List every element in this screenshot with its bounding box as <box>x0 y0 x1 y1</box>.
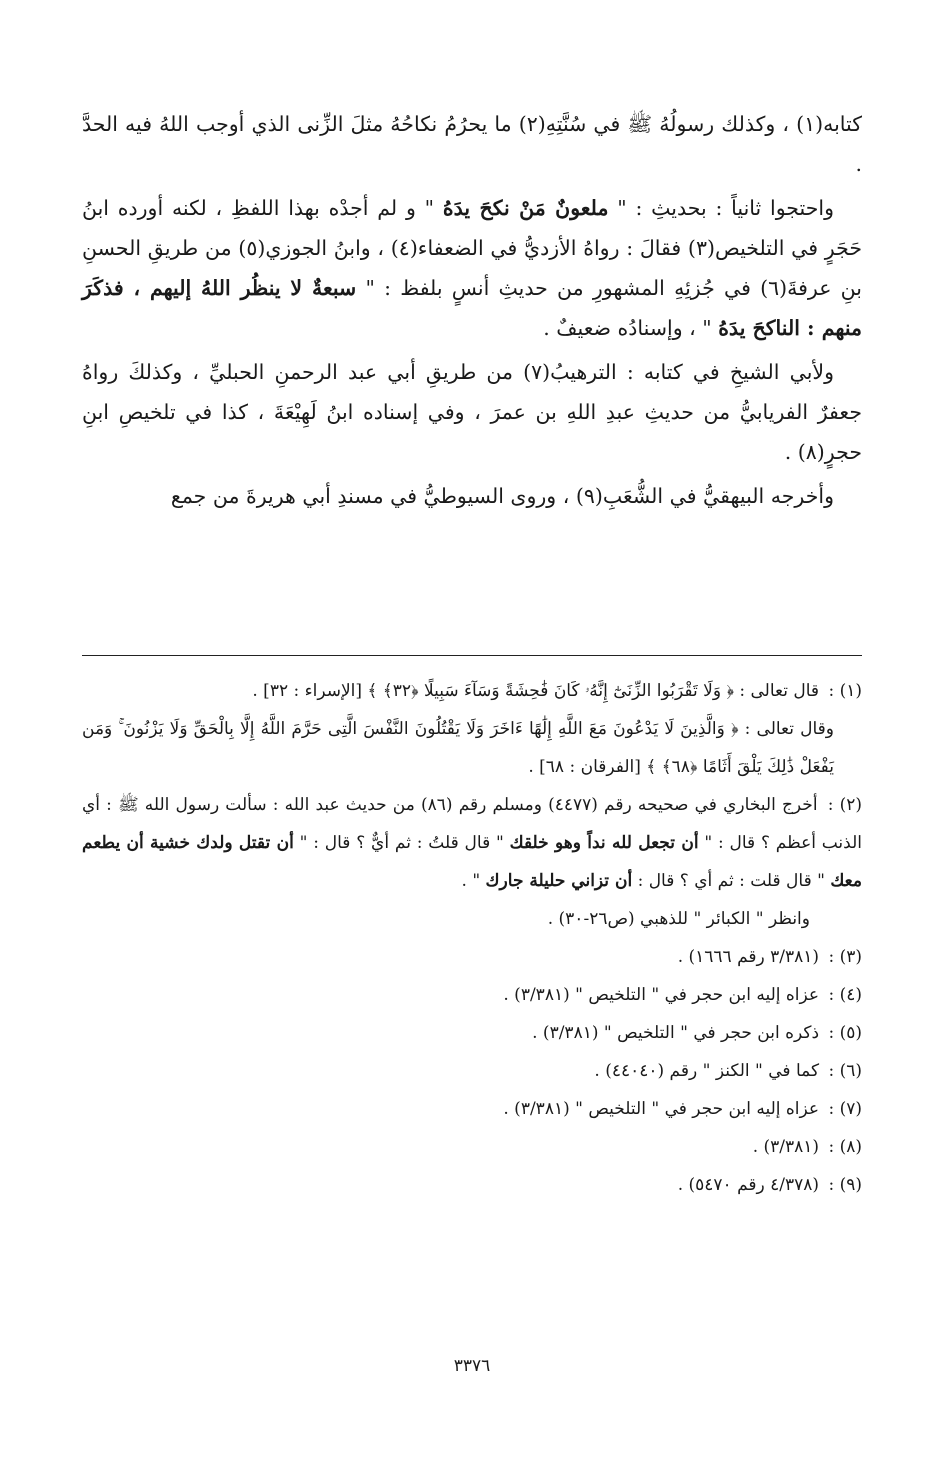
bold-text-segment: ملعونٌ مَنْ نكحَ يدَهُ <box>442 196 609 220</box>
text-segment: وأخرجه البيهقيُّ في الشُّعَبِ(٩) ، وروى السيوطيُّ في مسندِ أبي هريرةَ من جمع <box>170 484 834 508</box>
text-segment: أخرج البخاري في صحيحه رقم (٤٤٧٧) ومسلم رقم (٨٦) من حديث عبد الله : سألت رسول الله ﷺ : أي الذنب أعظم ؟ قال : " <box>82 795 862 853</box>
footnote-fn8 <box>82 1128 862 1166</box>
text-segment: (٣/٣٨١) . <box>752 1137 820 1157</box>
bold-text-segment: أن تقتل ولدك خشية أن يطعم معك <box>82 833 862 891</box>
text-segment: " قال قلتُ : ثم أيٌّ ؟ قال : " <box>293 833 510 853</box>
footnote-fn4 <box>82 976 862 1014</box>
footnote-number: (٨) : <box>828 1137 862 1157</box>
paragraph-p4 <box>82 476 862 516</box>
paragraph-p1 <box>82 104 862 184</box>
text-segment: ولأبي الشيخِ في كتابه : الترهيبُ(٧) من طريقِ أبي عبد الرحمنِ الحبليِّ ، وكذلكَ رواهُ جعفرٌ الفريابيُّ من حديثِ عبدِ اللهِ بن عمرَ ، وفي إسناده ابنُ لَهِيْعَةَ ، كذا في تلخيصِ ابنِ حجرٍ(٨) . <box>82 360 862 464</box>
bold-text-segment: أن تزاني حليلة جارك <box>485 871 633 891</box>
footnote-number: (٦) : <box>828 1061 862 1081</box>
footnote-fn2b <box>82 900 862 938</box>
text-segment: " ، وإسنادُه ضعيفٌ . <box>543 316 719 340</box>
footnote-number: (٢) : <box>827 795 863 815</box>
paragraph-p3 <box>82 352 862 472</box>
bold-text-segment: سبعةٌ لا ينظُر اللهُ إليهم ، فذكَرَ منهم : الناكحَ يدَهُ <box>82 276 862 340</box>
footnotes <box>82 672 862 1204</box>
text-segment: عزاه إليه ابن حجر في " التلخيص " (٣/٣٨١) . <box>503 1099 820 1119</box>
footnote-fn1 <box>82 672 862 710</box>
footnote-number: (٥) : <box>828 1023 862 1043</box>
bold-text-segment: أن تجعل لله نداً وهو خلقك <box>509 833 699 853</box>
text-segment: قال تعالى : ﴿ وَلَا تَقْرَبُوا الزِّنَىٰٓ إِنَّهُۥ كَانَ فَٰحِشَةً وَسَآءَ سَبِيلًا ﴿٣٢﴾ ﴾ [الإسراء : ٣٢] . <box>252 681 820 701</box>
text-segment: وانظر " الكبائر " للذهبي (ص٢٦-٣٠) . <box>547 909 810 929</box>
footnote-number: (٣) : <box>828 947 862 967</box>
text-segment: كما في " الكنز " رقم (٤٤٠٤٠) . <box>594 1061 820 1081</box>
main-text <box>82 104 862 520</box>
footnote-fn5 <box>82 1014 862 1052</box>
footnote-number: (٤) : <box>828 985 862 1005</box>
footnote-fn2 <box>82 786 862 900</box>
text-segment: " قال قلت : ثم أي ؟ قال : <box>632 871 831 891</box>
text-segment: وقال تعالى : ﴿ وَالَّذِينَ لَا يَدْعُونَ مَعَ اللَّهِ إِلَٰهًا ءَاخَرَ وَلَا يَقْتُلُونَ النَّفْسَ الَّتِى حَرَّمَ اللَّهُ إِلَّا بِالْحَقِّ وَلَا يَزْنُونَ ۚ وَمَن يَفْعَلْ ذَٰلِكَ يَلْقَ أَثَامًا ﴿٦٨﴾ ﴾ [الفرقان : ٦٨] . <box>82 719 834 777</box>
text-segment: (٣/٣٨١ رقم ١٦٦٦) . <box>677 947 820 967</box>
footnote-number: (١) : <box>828 681 862 701</box>
text-segment: عزاه إليه ابن حجر في " التلخيص " (٣/٣٨١) . <box>503 985 820 1005</box>
footnote-fn1b <box>82 710 862 786</box>
footnote-number: (٩) : <box>828 1175 862 1195</box>
page-number: ٣٣٧٦ <box>453 1356 491 1376</box>
text-segment: " . <box>461 871 486 891</box>
text-segment: واحتجوا ثانياً : بحديثِ : " <box>608 196 834 220</box>
footnote-divider <box>82 655 862 656</box>
footnote-fn9 <box>82 1166 862 1204</box>
footnote-number: (٧) : <box>828 1099 862 1119</box>
body-paragraphs <box>82 104 862 516</box>
footnote-fn7 <box>82 1090 862 1128</box>
text-segment: كتابه(١) ، وكذلك رسولُهُ ﷺ في سُنَّتِهِ(٢) ما يحرُمُ نكاحُهُ مثلَ الزِّنى الذي أوجب اللهُ فيه الحدَّ . <box>82 112 862 176</box>
paragraph-p2 <box>82 188 862 348</box>
footnote-fn6 <box>82 1052 862 1090</box>
text-segment: ذكره ابن حجر في " التلخيص " (٣/٣٨١) . <box>532 1023 820 1043</box>
text-segment: " و لم أجدْه بهذا اللفظِ ، لكنه أورده ابنُ حَجَرٍ في التلخيص(٣) فقالَ : رواهُ الأزديُّ في الضعفاء(٤) ، وابنُ الجوزي(٥) من طريقِ الحسنِ بنِ عرفةَ(٦) في جُزئِهِ المشهورِ من حديثِ أنسٍ بلفظ : " <box>82 196 862 300</box>
text-segment: (٤/٣٧٨ رقم ٥٤٧٠) . <box>677 1175 820 1195</box>
footnote-fn3 <box>82 938 862 976</box>
